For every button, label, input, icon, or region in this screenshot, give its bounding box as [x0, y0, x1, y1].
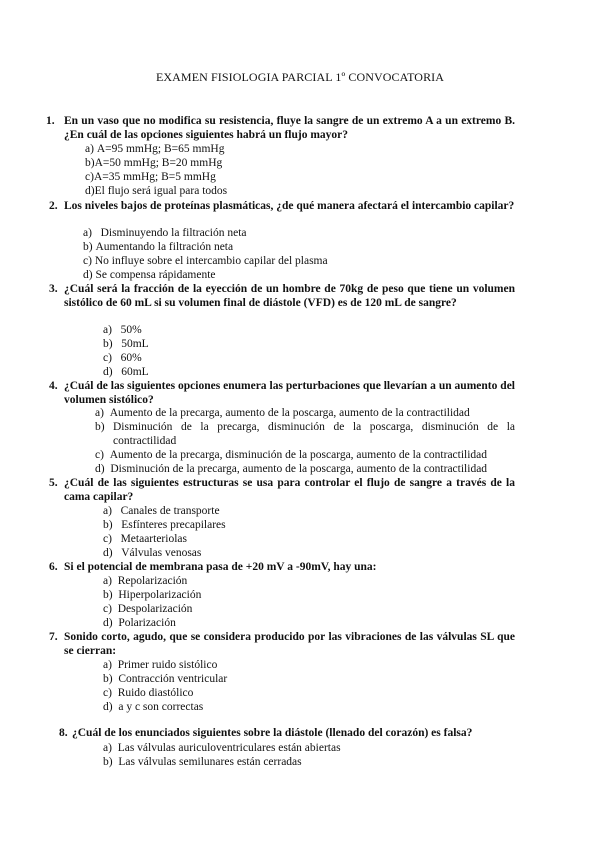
option-6a[interactable]: a) Repolarización	[103, 575, 188, 587]
question-3	[49, 282, 515, 310]
option-7a[interactable]: a) Primer ruido sistólico	[103, 659, 218, 671]
option-3c[interactable]: c) 60%	[103, 352, 142, 364]
question-5	[49, 476, 515, 504]
question-number: 1.	[46, 115, 55, 127]
option-1b[interactable]: b)A=50 mmHg; B=20 mmHg	[85, 157, 223, 169]
option-7c[interactable]: c) Ruido diastólico	[103, 687, 194, 699]
option-5d[interactable]: d) Válvulas venosas	[103, 547, 202, 559]
question-text: ¿Cuál de las siguientes opciones enumera las perturbaciones que llevarían a un aumento del volumen sistólico?	[64, 380, 515, 406]
option-4b[interactable]: Disminución de la precarga, disminución de la poscarga, disminución de la contractilidad	[113, 421, 515, 447]
option-8b[interactable]: b) Las válvulas semilunares están cerradas	[103, 756, 302, 768]
option-4d[interactable]: d) Disminución de la precarga, aumento de la poscarga, aumento de la contractilidad	[95, 463, 488, 475]
option-3d[interactable]: d) 60mL	[103, 366, 149, 378]
option-2b[interactable]: b) Aumentando la filtración neta	[83, 241, 234, 253]
option-5b[interactable]: b) Esfínteres precapilares	[103, 519, 226, 531]
option-2c[interactable]: c) No influye sobre el intercambio capilar del plasma	[83, 255, 328, 267]
question-number: 3.	[49, 283, 58, 295]
question-text: En un vaso que no modifica su resistencia, fluye la sangre de un extremo A a un extremo B. ¿En cuál de las opciones siguientes habrá un flujo mayor?	[64, 115, 515, 141]
option-6d[interactable]: d) Polarización	[103, 617, 176, 629]
question-number: 8.	[59, 727, 68, 739]
option-5a[interactable]: a) Canales de transporte	[103, 505, 220, 517]
option-3a[interactable]: a) 50%	[103, 324, 142, 336]
question-number: 6.	[49, 561, 58, 573]
option-1a[interactable]: a) A=95 mmHg; B=65 mmHg	[85, 143, 225, 155]
question-6	[49, 560, 515, 574]
question-text: ¿Cuál de las siguientes estructuras se usa para controlar el flujo de sangre a través de la cama capilar?	[64, 477, 515, 503]
question-number: 5.	[49, 477, 58, 489]
exam-title: EXAMEN FISIOLOGIA PARCIAL 1º CONVOCATORIA	[155, 70, 445, 84]
option-4b-label: b)	[95, 421, 105, 433]
option-5c[interactable]: c) Metaarteriolas	[103, 533, 187, 545]
option-3b[interactable]: b) 50mL	[103, 338, 149, 350]
option-7b[interactable]: b) Contracción ventricular	[103, 673, 228, 685]
question-2	[49, 199, 515, 213]
question-4	[49, 379, 515, 407]
question-text: Los niveles bajos de proteínas plasmáticas, ¿de qué manera afectará el intercambio capilar?	[64, 200, 515, 212]
question-7	[49, 630, 515, 658]
option-6c[interactable]: c) Despolarización	[103, 603, 193, 615]
option-2d[interactable]: d) Se compensa rápidamente	[83, 269, 216, 281]
question-text: Si el potencial de membrana pasa de +20 mV a -90mV, hay una:	[64, 561, 377, 573]
question-text: ¿Cuál de los enunciados siguientes sobre la diástole (llenado del corazón) es falsa?	[72, 727, 473, 739]
question-text: ¿Cuál será la fracción de la eyección de un hombre de 70kg de peso que tiene un volumen sistólico de 60 mL si su volumen final de diástole (VFD) es de 120 mL de sangre?	[64, 283, 515, 309]
option-8a[interactable]: a) Las válvulas auriculoventriculares están abiertas	[103, 742, 341, 754]
option-1c[interactable]: c)A=35 mmHg; B=5 mmHg	[85, 171, 216, 183]
option-1d[interactable]: d)El flujo será igual para todos	[85, 185, 228, 197]
option-2a[interactable]: a) Disminuyendo la filtración neta	[83, 227, 247, 239]
question-number: 7.	[49, 631, 58, 643]
question-number: 2.	[49, 200, 58, 212]
option-7d[interactable]: d) a y c son correctas	[103, 701, 204, 713]
option-4c[interactable]: c) Aumento de la precarga, disminución de la poscarga, aumento de la contractilidad	[95, 449, 488, 461]
option-4a[interactable]: a) Aumento de la precarga, aumento de la poscarga, aumento de la contractilidad	[95, 407, 470, 419]
question-8	[59, 726, 515, 740]
question-text: Sonido corto, agudo, que se considera producido por las vibraciones de las válvulas SL que se cierran:	[64, 631, 515, 657]
question-number: 4.	[49, 380, 58, 392]
option-6b[interactable]: b) Hiperpolarización	[103, 589, 202, 601]
question-1	[46, 114, 515, 142]
